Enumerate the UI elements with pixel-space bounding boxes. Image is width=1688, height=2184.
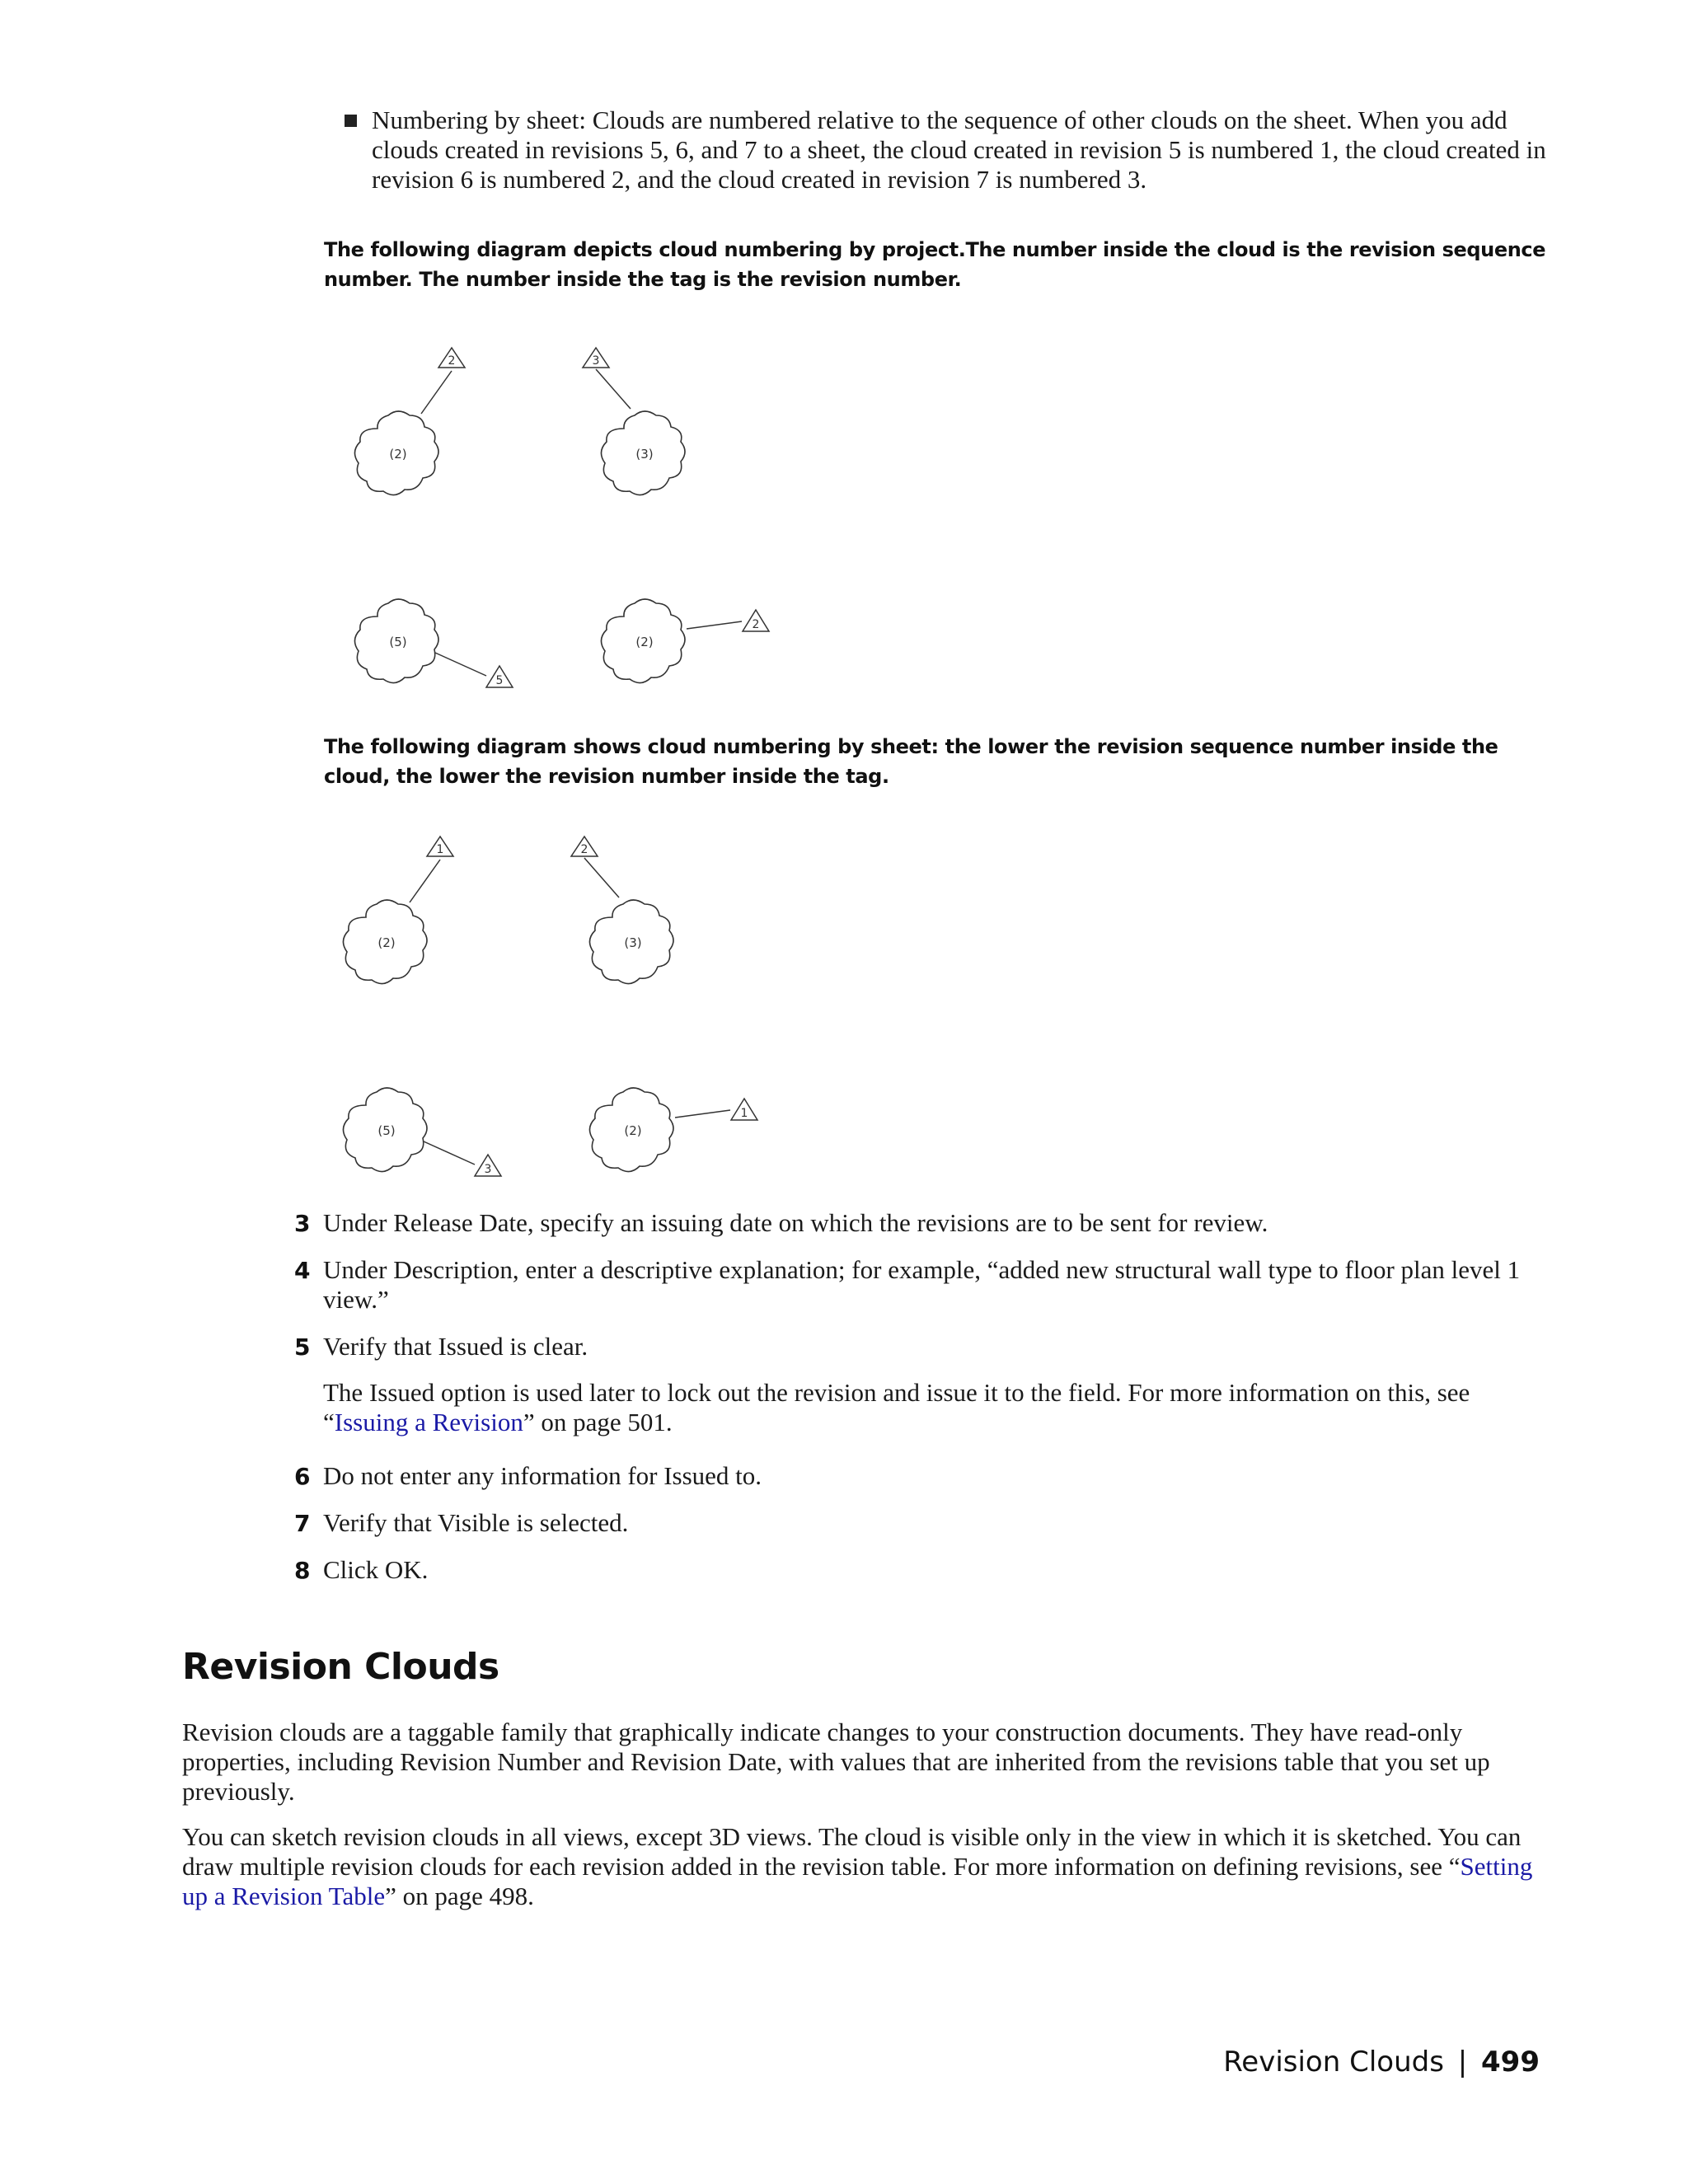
cloud-numbering-by-project-diagram bbox=[313, 321, 824, 701]
page-footer bbox=[1223, 2046, 1540, 2079]
tag-4 bbox=[731, 1099, 757, 1120]
para2-text-after: ” on page 498. bbox=[385, 1882, 534, 1910]
cloud-3-label: (5) bbox=[389, 635, 407, 649]
cloud-3 bbox=[343, 1088, 427, 1172]
cloud-3-label: (5) bbox=[377, 1123, 396, 1138]
note-text-after: ” on page 501. bbox=[523, 1408, 673, 1436]
cloud-2-label: (3) bbox=[624, 935, 642, 950]
cloud-2 bbox=[601, 411, 685, 495]
tag-3-label: 5 bbox=[495, 674, 504, 687]
tag-1 bbox=[438, 348, 465, 368]
bullet-marker bbox=[345, 115, 357, 127]
step-number: 3 bbox=[294, 1210, 311, 1237]
page-number: 499 bbox=[1481, 2046, 1540, 2079]
section-paragraph-2 bbox=[182, 1822, 1552, 1911]
tag-4 bbox=[743, 610, 769, 631]
issuing-a-revision-link[interactable]: Issuing a Revision bbox=[334, 1408, 523, 1436]
tag-4-label: 2 bbox=[752, 618, 760, 631]
cloud-2-label: (3) bbox=[635, 447, 654, 462]
tag-1-label: 1 bbox=[436, 843, 444, 856]
cloud-1-label: (2) bbox=[377, 935, 396, 950]
cloud-4 bbox=[601, 599, 685, 683]
step-text: Under Release Date, specify an issuing date on which the revisions are to be sent for review. bbox=[323, 1208, 1268, 1237]
tag-3-label: 3 bbox=[484, 1163, 492, 1176]
cloud-numbering-by-sheet-diagram bbox=[302, 810, 813, 1189]
step-text: Under Description, enter a descriptive explanation; for example, “added new structural wall type to floor plan level 1 view.” bbox=[323, 1255, 1521, 1314]
note-text-before: The Issued option is used later to lock out the revision and issue it to the field. For more information on this, see “ bbox=[323, 1378, 1470, 1436]
tag-2-label: 3 bbox=[592, 354, 600, 368]
section-paragraph-1: Revision clouds are a taggable family that graphically indicate changes to your construction documents. They have read-only properties, including Revision Number and Revision Date, with values that are inherited from the revisions table that you set up previously. bbox=[182, 1718, 1490, 1806]
tag-3 bbox=[475, 1155, 501, 1176]
cloud-2 bbox=[589, 900, 673, 984]
step-number: 5 bbox=[294, 1333, 311, 1361]
step-number: 8 bbox=[294, 1557, 311, 1584]
cloud-1 bbox=[343, 900, 427, 984]
diagram-caption-sheet: The following diagram shows cloud numbering by sheet: the lower the revision sequence number inside the cloud, the lower the revision number inside the tag. bbox=[324, 735, 1498, 788]
cloud-1 bbox=[354, 411, 438, 495]
step-text: Verify that Issued is clear. bbox=[323, 1332, 588, 1361]
tag-3 bbox=[486, 666, 513, 687]
step-number: 7 bbox=[294, 1510, 311, 1537]
cloud-4-label: (2) bbox=[635, 635, 654, 649]
tag-4-label: 1 bbox=[740, 1107, 748, 1120]
step-text: Verify that Visible is selected. bbox=[323, 1508, 629, 1537]
footer-title: Revision Clouds bbox=[1223, 2046, 1444, 2079]
section-heading: Revision Clouds bbox=[182, 1646, 499, 1688]
step-5-note bbox=[323, 1378, 1551, 1437]
tag-1 bbox=[427, 837, 453, 856]
cloud-1-label: (2) bbox=[389, 447, 407, 462]
para2-text-before: You can sketch revision clouds in all views, except 3D views. The cloud is visible only in the view in which it is sketched. You can draw multiple revision clouds for each revision added in the revision table. For more information on defining revisions, see “ bbox=[182, 1822, 1522, 1881]
cloud-4 bbox=[589, 1088, 673, 1172]
cloud-3 bbox=[354, 599, 438, 683]
diagram-caption-project: The following diagram depicts cloud numbering by project.The number inside the cloud is the revision sequence number. The number inside the tag is the revision number. bbox=[324, 238, 1546, 291]
setting-up-revision-table-link[interactable]: Setting up a Revision Table bbox=[182, 1852, 1533, 1910]
step-number: 6 bbox=[294, 1463, 311, 1490]
tag-1-label: 2 bbox=[448, 354, 456, 368]
step-text: Do not enter any information for Issued to. bbox=[323, 1461, 762, 1490]
tag-2 bbox=[571, 837, 598, 856]
footer-separator: | bbox=[1457, 2046, 1468, 2079]
tag-2-label: 2 bbox=[580, 843, 588, 856]
tag-2 bbox=[583, 348, 609, 368]
step-number: 4 bbox=[294, 1257, 311, 1284]
bullet-text: Numbering by sheet: Clouds are numbered relative to the sequence of other clouds on the sheet. When you add clouds created in revisions 5, 6, and 7 to a sheet, the cloud created in revision 5 is numbered 1, the cloud created in revision 6 is numbered 2, and the cloud created in revision 7 is numbered 3. bbox=[372, 105, 1546, 194]
step-text: Click OK. bbox=[323, 1555, 429, 1584]
cloud-4-label: (2) bbox=[624, 1123, 642, 1138]
